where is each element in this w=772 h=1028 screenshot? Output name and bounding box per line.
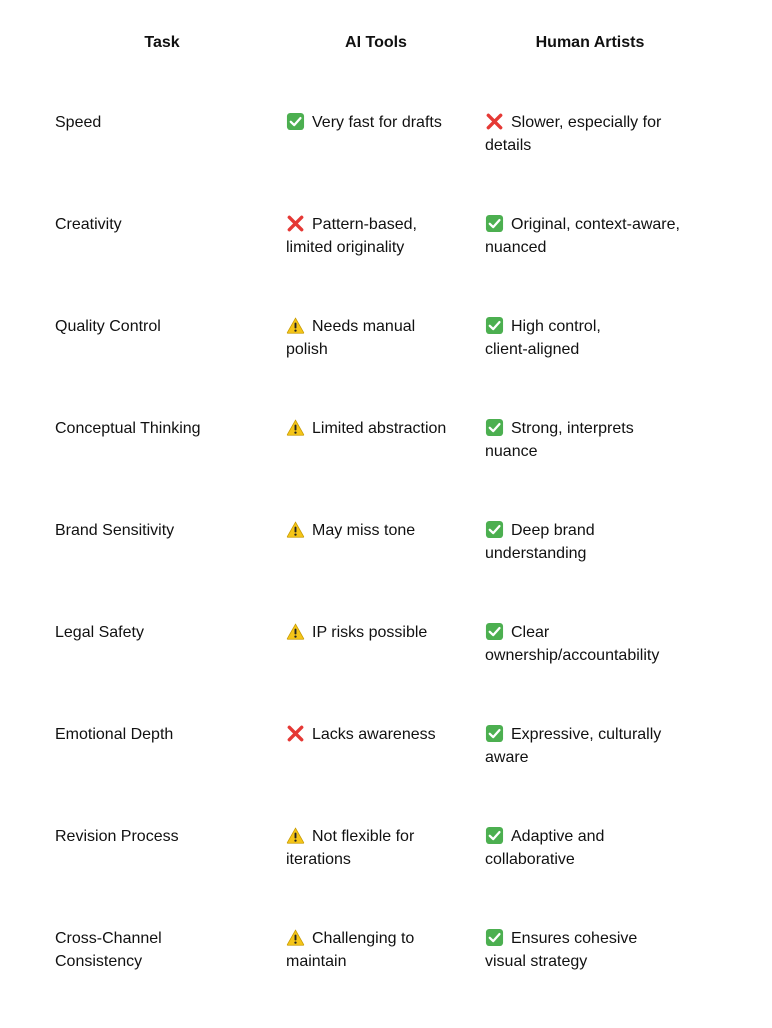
- cell-text-line: client-aligned: [485, 341, 580, 358]
- cross-icon: [286, 214, 305, 233]
- human-artists-cell: [485, 927, 725, 973]
- cell-text-line: collaborative: [485, 851, 575, 868]
- warning-icon: [286, 418, 305, 437]
- cell-text-line: Pattern-based,: [312, 216, 417, 233]
- human-artists-cell: [485, 519, 725, 565]
- cell-text-line: visual strategy: [485, 953, 588, 970]
- ai-tools-cell: [286, 621, 471, 644]
- human-artists-cell: [485, 825, 725, 871]
- cell-text-line: nuanced: [485, 239, 547, 256]
- column-header-ai-tools: AI Tools: [345, 34, 407, 51]
- ai-tools-cell: [286, 927, 471, 973]
- cell-text-line: Challenging to: [312, 930, 415, 947]
- human-artists-cell: [485, 621, 725, 667]
- cell-text-line: iterations: [286, 851, 351, 868]
- cell-text-line: High control,: [511, 318, 601, 335]
- human-artists-cell: [485, 111, 725, 157]
- cell-text-line: Deep brand: [511, 522, 595, 539]
- task-cell: [55, 111, 270, 134]
- cell-text-line: polish: [286, 341, 328, 358]
- table-row: [0, 825, 772, 885]
- task-cell: [55, 723, 270, 746]
- warning-icon: [286, 316, 305, 335]
- table-row: [0, 111, 772, 171]
- check-icon: [485, 520, 504, 539]
- cross-icon: [286, 724, 305, 743]
- table-row: [0, 723, 772, 783]
- cell-text-line: Legal Safety: [55, 624, 144, 641]
- cell-text-line: Clear: [511, 624, 550, 641]
- cell-text-line: Strong, interprets: [511, 420, 634, 437]
- task-cell: [55, 213, 270, 236]
- check-icon: [485, 928, 504, 947]
- column-header-human-artists: Human Artists: [535, 34, 645, 51]
- task-cell: [55, 825, 270, 848]
- check-icon: [485, 418, 504, 437]
- human-artists-cell: [485, 723, 725, 769]
- ai-tools-cell: [286, 825, 471, 871]
- cell-text-line: Needs manual: [312, 318, 416, 335]
- table-row: [0, 621, 772, 681]
- cell-text-line: limited originality: [286, 239, 405, 256]
- cell-text-line: IP risks possible: [312, 624, 428, 641]
- check-icon: [286, 112, 305, 131]
- cell-text-line: Lacks awareness: [312, 726, 436, 743]
- table-row: [0, 519, 772, 579]
- warning-icon: [286, 622, 305, 641]
- cell-text-line: Very fast for drafts: [312, 114, 442, 131]
- table-row: [0, 315, 772, 375]
- ai-tools-cell: [286, 315, 471, 361]
- ai-tools-cell: [286, 519, 471, 542]
- ai-tools-cell: [286, 213, 471, 259]
- task-cell: [55, 315, 270, 338]
- task-cell: [55, 927, 270, 973]
- cell-text-line: Revision Process: [55, 828, 179, 845]
- human-artists-cell: [485, 417, 725, 463]
- cell-text-line: Speed: [55, 114, 102, 131]
- cell-text-line: Slower, especially for: [511, 114, 662, 131]
- cell-text-line: Quality Control: [55, 318, 161, 335]
- cell-text-line: understanding: [485, 545, 587, 562]
- warning-icon: [286, 928, 305, 947]
- cell-text-line: Limited abstraction: [312, 420, 447, 437]
- ai-tools-cell: [286, 111, 471, 134]
- cell-text-line: Emotional Depth: [55, 726, 174, 743]
- cell-text-line: May miss tone: [312, 522, 416, 539]
- task-cell: [55, 519, 270, 542]
- ai-tools-cell: [286, 417, 471, 440]
- cell-text-line: Brand Sensitivity: [55, 522, 175, 539]
- cell-text-line: aware: [485, 749, 529, 766]
- cell-text-line: Consistency: [55, 953, 143, 970]
- cell-text-line: Creativity: [55, 216, 122, 233]
- task-cell: [55, 417, 270, 440]
- cell-text-line: Conceptual Thinking: [55, 420, 201, 437]
- table-row: [0, 417, 772, 477]
- column-header-task: Task: [144, 34, 180, 51]
- cell-text-line: ownership/accountability: [485, 647, 660, 664]
- cross-icon: [485, 112, 504, 131]
- table-row: [0, 927, 772, 987]
- table-row: [0, 213, 772, 273]
- cell-text-line: Ensures cohesive: [511, 930, 638, 947]
- check-icon: [485, 826, 504, 845]
- cell-text-line: Not flexible for: [312, 828, 415, 845]
- warning-icon: [286, 826, 305, 845]
- ai-tools-cell: [286, 723, 471, 746]
- check-icon: [485, 724, 504, 743]
- cell-text-line: maintain: [286, 953, 347, 970]
- check-icon: [485, 214, 504, 233]
- cell-text-line: Expressive, culturally: [511, 726, 662, 743]
- cell-text-line: Original, context-aware,: [511, 216, 680, 233]
- table-header: [0, 32, 772, 56]
- cell-text-line: details: [485, 137, 532, 154]
- check-icon: [485, 622, 504, 641]
- task-cell: [55, 621, 270, 644]
- cell-text-line: nuance: [485, 443, 538, 460]
- human-artists-cell: [485, 315, 725, 361]
- warning-icon: [286, 520, 305, 539]
- human-artists-cell: [485, 213, 725, 259]
- cell-text-line: Cross-Channel: [55, 930, 162, 947]
- check-icon: [485, 316, 504, 335]
- cell-text-line: Adaptive and: [511, 828, 605, 845]
